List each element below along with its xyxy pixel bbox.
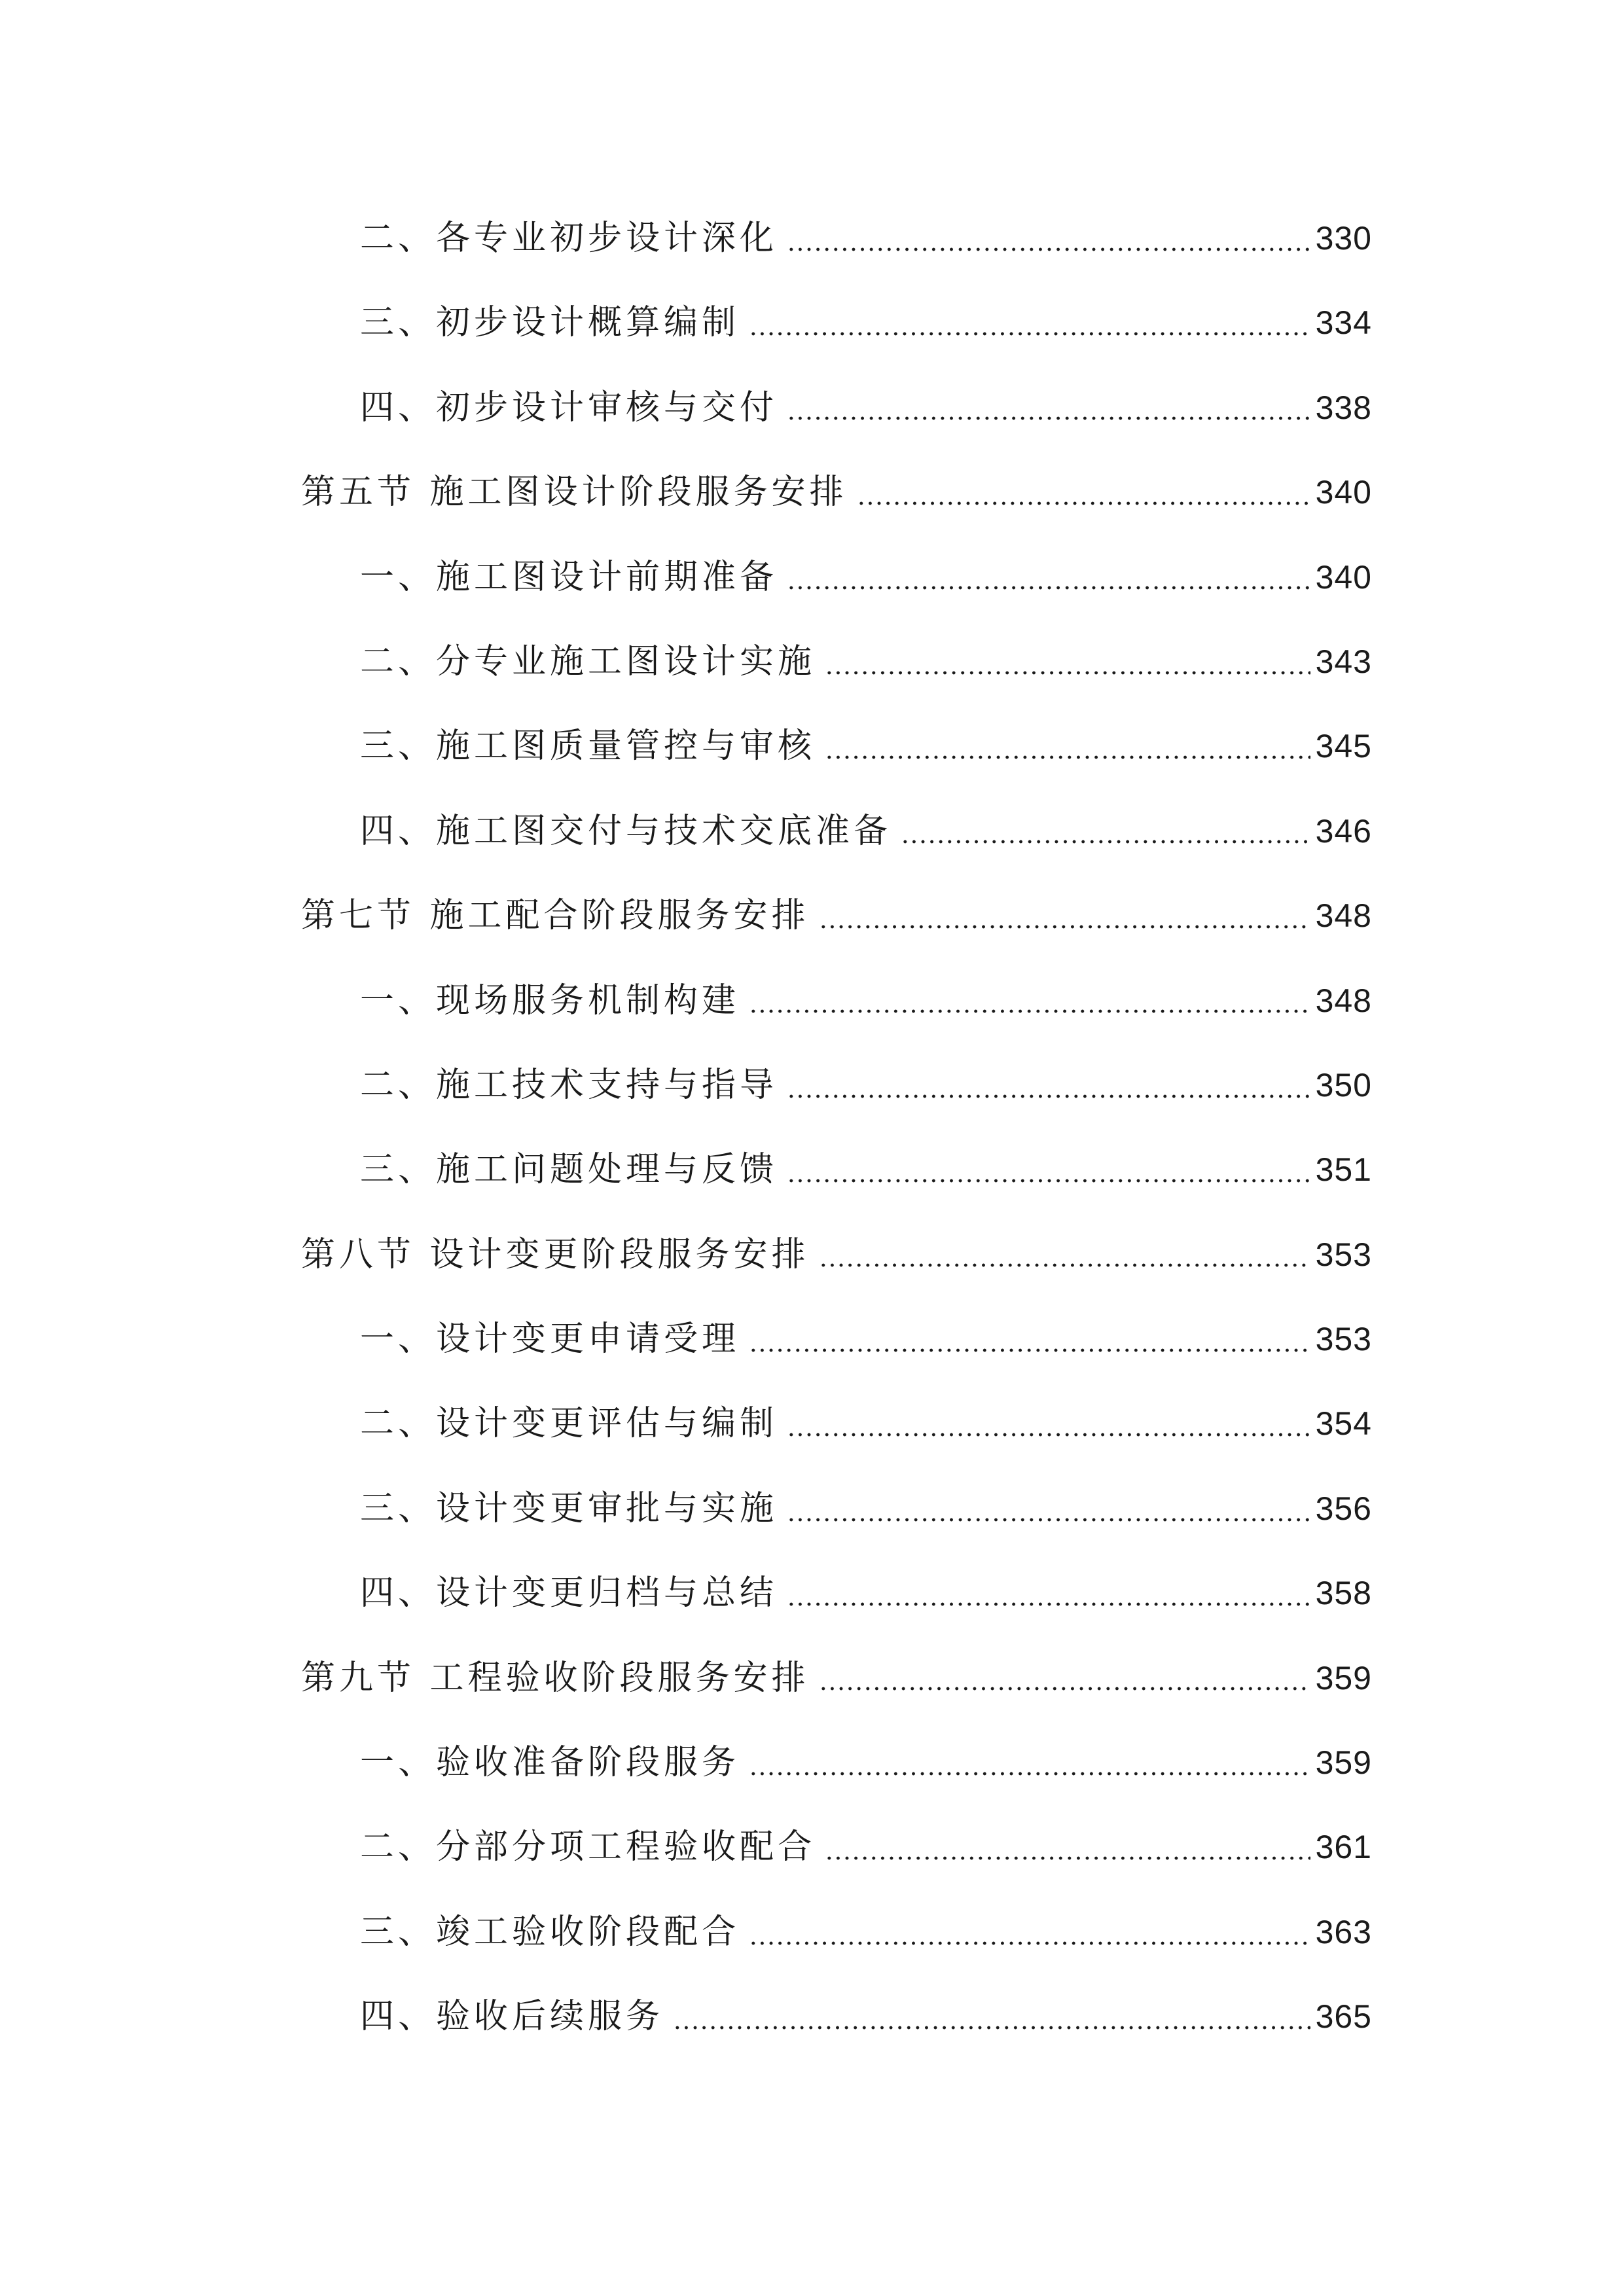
toc-dot-leader <box>787 584 1310 591</box>
toc-page-number: 348 <box>1315 897 1372 935</box>
toc-dot-leader <box>787 1093 1310 1100</box>
toc-entry[interactable] <box>301 281 1372 365</box>
toc-section-entry[interactable] <box>301 1636 1372 1721</box>
toc-entry-title: 四、设计变更归档与总结 <box>360 1573 778 1613</box>
toc-entry[interactable] <box>301 1382 1372 1466</box>
toc-dot-leader <box>819 1262 1310 1268</box>
toc-page-number: 338 <box>1315 389 1372 426</box>
toc-entry-title: 二、各专业初步设计深化 <box>360 219 778 258</box>
toc-entry-title: 三、初步设计概算编制 <box>360 303 740 343</box>
toc-page-number: 346 <box>1315 812 1372 850</box>
toc-entry[interactable] <box>301 959 1372 1043</box>
toc-entry[interactable] <box>301 1467 1372 1551</box>
toc-entry-title: 三、设计变更审批与实施 <box>360 1488 778 1528</box>
toc-entry-title: 第七节 施工配合阶段服务安排 <box>301 896 810 936</box>
toc-dot-leader <box>787 1177 1310 1184</box>
toc-page-number: 334 <box>1315 304 1372 342</box>
toc-dot-leader <box>819 924 1310 930</box>
toc-page-number: 345 <box>1315 728 1372 765</box>
toc-entry[interactable] <box>301 1721 1372 1805</box>
toc-entry-title: 四、施工图交付与技术交底准备 <box>360 811 892 851</box>
toc-page-number: 348 <box>1315 982 1372 1019</box>
toc-entry-title: 三、竣工验收阶段配合 <box>360 1912 740 1952</box>
toc-section-entry[interactable] <box>301 874 1372 958</box>
toc-section-entry[interactable] <box>301 450 1372 535</box>
toc-entry[interactable] <box>301 1128 1372 1212</box>
toc-entry[interactable] <box>301 1975 1372 2059</box>
toc-page-number: 340 <box>1315 474 1372 511</box>
toc-entry[interactable] <box>301 196 1372 281</box>
toc-section-entry[interactable] <box>301 1213 1372 1297</box>
toc-page-number: 330 <box>1315 220 1372 257</box>
toc-entry-title: 三、施工图质量管控与审核 <box>360 726 816 766</box>
toc-entry[interactable] <box>301 1890 1372 1975</box>
toc-page-number: 354 <box>1315 1405 1372 1443</box>
toc-dot-leader <box>787 415 1310 422</box>
toc-dot-leader <box>749 331 1310 337</box>
toc-page-number: 363 <box>1315 1913 1372 1950</box>
toc-page-number: 343 <box>1315 643 1372 680</box>
toc-dot-leader <box>901 838 1310 845</box>
toc-dot-leader <box>787 1431 1310 1438</box>
toc-entry-title: 第五节 施工图设计阶段服务安排 <box>301 473 848 512</box>
toc-page-number: 353 <box>1315 1321 1372 1358</box>
toc-entry[interactable] <box>301 704 1372 789</box>
toc-page-number: 361 <box>1315 1829 1372 1866</box>
toc-dot-leader <box>825 754 1310 761</box>
toc-entry-title: 第九节 工程验收阶段服务安排 <box>301 1658 810 1698</box>
toc-entry[interactable] <box>301 620 1372 704</box>
toc-entry[interactable] <box>301 1043 1372 1128</box>
toc-entry-title: 一、施工图设计前期准备 <box>360 557 778 597</box>
toc-entry[interactable] <box>301 1551 1372 1636</box>
toc-dot-leader <box>673 2024 1310 2031</box>
toc-dot-leader <box>857 500 1310 507</box>
toc-dot-leader <box>819 1685 1310 1692</box>
toc-dot-leader <box>787 1601 1310 1607</box>
toc-entry-title: 二、设计变更评估与编制 <box>360 1404 778 1444</box>
toc-entry-title: 一、现场服务机制构建 <box>360 980 740 1020</box>
toc-entry[interactable] <box>301 366 1372 450</box>
toc-dot-leader <box>749 1347 1310 1354</box>
toc-page-number: 353 <box>1315 1236 1372 1273</box>
toc-entry-title: 三、施工问题处理与反馈 <box>360 1150 778 1190</box>
toc-entry-title: 一、验收准备阶段服务 <box>360 1743 740 1783</box>
toc-entry-title: 四、验收后续服务 <box>360 1997 664 2037</box>
toc-dot-leader <box>749 1940 1310 1946</box>
toc-entry-title: 二、分部分项工程验收配合 <box>360 1827 816 1867</box>
toc-page-number: 350 <box>1315 1066 1372 1103</box>
toc-entry[interactable] <box>301 1297 1372 1382</box>
toc-entry-title: 第八节 设计变更阶段服务安排 <box>301 1234 810 1274</box>
toc-dot-leader <box>825 670 1310 676</box>
toc-page-number: 359 <box>1315 1659 1372 1696</box>
toc-entry-title: 一、设计变更申请受理 <box>360 1319 740 1359</box>
toc-dot-leader <box>749 1770 1310 1777</box>
toc-dot-leader <box>749 1008 1310 1014</box>
toc-page-number: 359 <box>1315 1744 1372 1782</box>
toc-dot-leader <box>787 246 1310 253</box>
toc-page-number: 340 <box>1315 558 1372 596</box>
toc-page-number: 351 <box>1315 1151 1372 1189</box>
toc-entry[interactable] <box>301 1805 1372 1890</box>
toc-entry-title: 四、初步设计审核与交付 <box>360 387 778 427</box>
toc-entry[interactable] <box>301 535 1372 620</box>
toc-page-number: 356 <box>1315 1490 1372 1527</box>
toc-page-number: 358 <box>1315 1575 1372 1612</box>
toc-page-number: 365 <box>1315 1998 1372 2036</box>
toc-entry[interactable] <box>301 789 1372 874</box>
toc-entry-title: 二、施工技术支持与指导 <box>360 1065 778 1105</box>
toc-dot-leader <box>825 1855 1310 1861</box>
toc-dot-leader <box>787 1516 1310 1523</box>
table-of-contents <box>301 196 1372 2060</box>
toc-entry-title: 二、分专业施工图设计实施 <box>360 641 816 681</box>
